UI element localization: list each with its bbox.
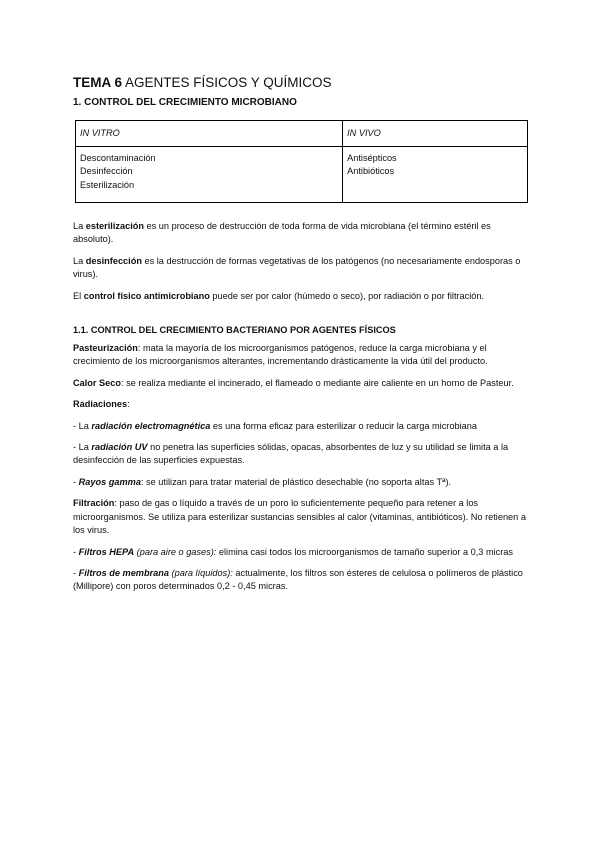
text-fragment: La	[73, 221, 86, 231]
list-item: Desinfección	[80, 166, 133, 177]
text-fragment: : se realiza mediante el incinerado, el flameado o mediante aire caliente en un horno de Pasteur.	[121, 377, 514, 388]
text-fragment: es la destrucción de formas vegetativas de los patógenos (no necesariamente endosporas o virus).	[73, 255, 521, 280]
term-esterilizacion: esterilización	[85, 221, 144, 231]
section-heading-1: 1. CONTROL DEL CRECIMIENTO MICROBIANO	[73, 97, 297, 108]
item-filtros-membrana	[73, 567, 529, 594]
text-fragment: El	[73, 290, 84, 301]
title-rest: AGENTES FÍSICOS Y QUÍMICOS	[122, 75, 332, 90]
term-calor-seco: Calor Seco	[73, 377, 121, 388]
text-fragment: :	[127, 399, 130, 410]
definition-esterilizacion	[73, 220, 529, 247]
table-header-row	[76, 121, 528, 147]
term-filtracion: Filtración	[73, 498, 115, 509]
text-fragment: es una forma eficaz para esterilizar o reducir la carga microbiana	[210, 420, 477, 431]
item-radiacion-uv	[73, 441, 529, 468]
text-fragment: elimina casi todos los microorganismos de tamaño superior a 0,3 micras	[216, 546, 514, 557]
paragraph-filtracion	[73, 497, 529, 537]
text-fragment: puede ser por calor (húmedo o seco), por radiación o por filtración.	[209, 290, 485, 301]
paren-note: (para líquidos):	[169, 567, 233, 578]
term-filtros-hepa: Filtros HEPA	[78, 546, 135, 557]
term-desinfeccion: desinfección	[85, 255, 142, 266]
dash-prefix: -	[73, 567, 79, 578]
dash-prefix: - La	[73, 420, 92, 431]
item-rayos-gamma	[73, 476, 529, 489]
paren-note: (para aire o gases):	[134, 546, 217, 557]
list-item: Antibióticos	[347, 166, 395, 177]
cell-in-vitro	[76, 147, 343, 203]
item-radiacion-electromagnetica	[73, 420, 529, 433]
paragraph-calor-seco	[73, 377, 529, 390]
term-filtros-membrana: Filtros de membrana	[78, 567, 169, 578]
list-item: Antisépticos	[347, 153, 397, 163]
section-heading-1-1: 1.1. CONTROL DEL CRECIMIENTO BACTERIANO POR AGENTES FÍSICOS	[73, 325, 396, 336]
dash-prefix: - La	[73, 442, 92, 453]
term-pasteurizacion: Pasteurización	[73, 343, 138, 354]
comparison-table	[75, 120, 528, 203]
dash-prefix: -	[73, 546, 79, 557]
text-fragment: : se utilizan para tratar material de plástico desechable (no soporta altas Tª).	[140, 476, 452, 487]
cell-in-vivo	[343, 147, 528, 203]
term-radiacion-electromagnetica: radiación electromagnética	[91, 420, 211, 431]
list-item: Esterilización	[80, 179, 135, 190]
item-filtros-hepa	[73, 546, 529, 559]
text-fragment: La	[73, 255, 86, 266]
header-in-vivo: IN VIVO	[343, 121, 528, 147]
text-fragment: es un proceso de destrucción de toda forma de vida microbiana (el término estéril es absoluto).	[73, 221, 491, 245]
header-in-vitro: IN VITRO	[76, 121, 343, 147]
page-title	[73, 74, 529, 91]
term-control-fisico: control físico antimicrobiano	[83, 290, 210, 301]
page-content	[73, 74, 529, 602]
list-item: Descontaminación	[80, 153, 156, 163]
text-fragment: : mata la mayoría de los microorganismos patógenos, reduce la carga microbiana y el crecimiento de los microorganismos alterantes, incrementando drásticamente la vida útil del producto.	[73, 343, 488, 367]
term-rayos-gamma: Rayos gamma	[78, 476, 141, 487]
definition-control-fisico	[73, 290, 529, 303]
text-fragment: actualmente, los filtros son ésteres de celulosa o polímeros de plástico (Millipore) con poros determinados 0,2 - 0,45 micras.	[73, 567, 523, 592]
dash-prefix: -	[73, 476, 79, 487]
term-radiacion-uv: radiación UV	[91, 442, 148, 453]
title-prefix: TEMA 6	[73, 75, 123, 90]
text-fragment: : paso de gas o líquido a través de un poro lo suficientemente pequeño para retener a los microorganismos. Se utiliza para esterilizar sustancias sensibles al calor (vitaminas, antibióticos). No retienen a los virus.	[73, 498, 526, 536]
definition-desinfeccion	[73, 255, 529, 282]
term-radiaciones: Radiaciones	[73, 399, 128, 410]
paragraph-pasteurizacion	[73, 342, 529, 369]
text-fragment: no penetra las superficies sólidas, opacas, absorbentes de luz y su utilidad se limita a la desinfección de las superficies expuestas.	[73, 442, 509, 466]
heading-radiaciones	[73, 398, 529, 411]
table-row	[76, 147, 528, 203]
